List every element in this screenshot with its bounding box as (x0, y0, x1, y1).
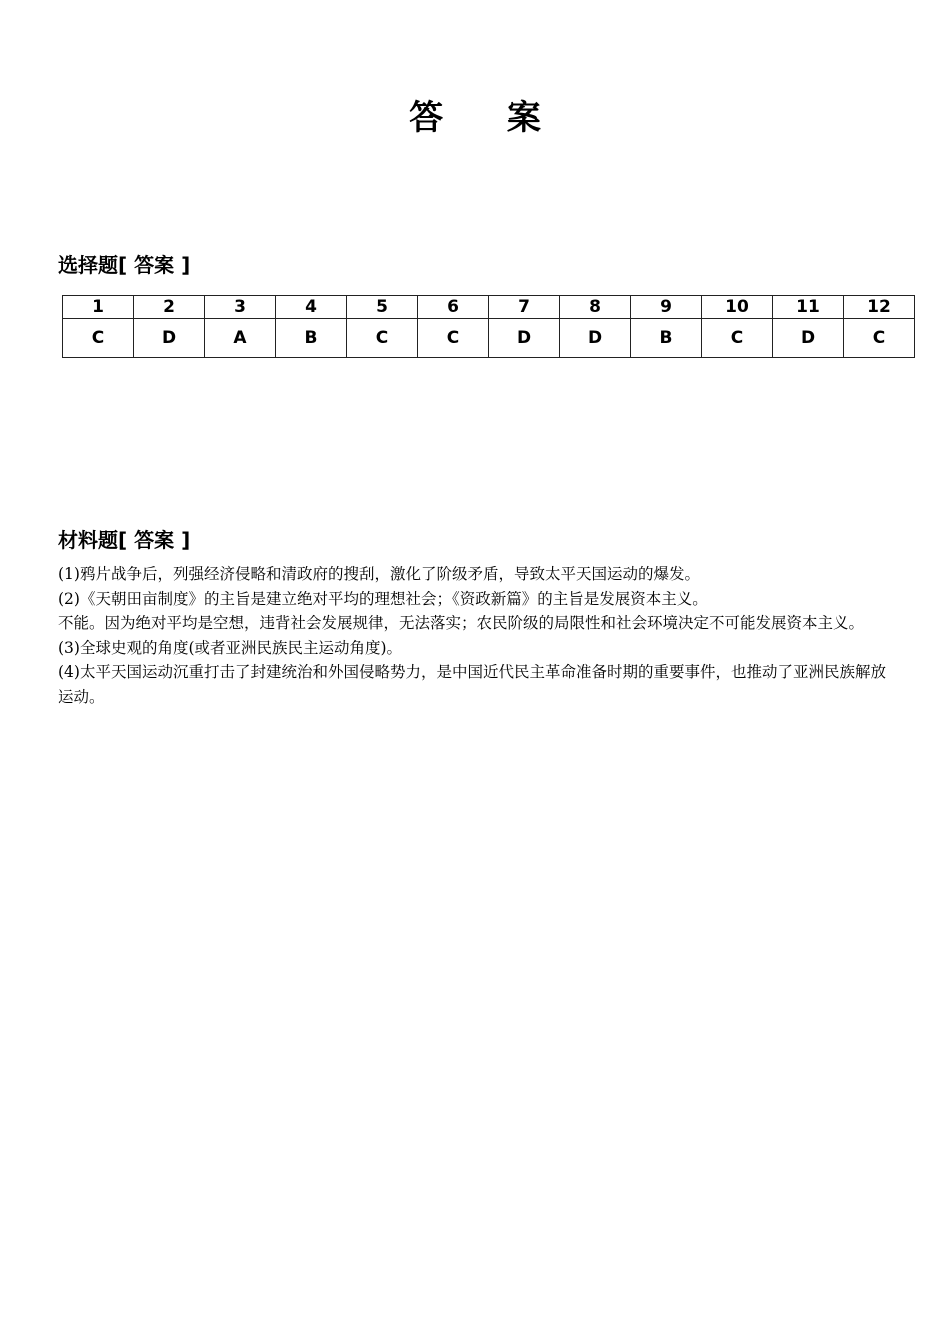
question-number-cell: 5 (347, 296, 418, 319)
page-title: 答 案 (409, 98, 567, 138)
choice-answer-table (62, 295, 915, 358)
question-number-cell: 1 (63, 296, 134, 319)
answer-letter-cell: A (205, 319, 276, 358)
question-number-cell: 8 (560, 296, 631, 319)
answer-line: (3)全球史观的角度(或者亚洲民族民主运动角度)。 (58, 638, 403, 657)
question-number-cell: 11 (773, 296, 844, 319)
answer-letter-cell: D (773, 319, 844, 358)
question-number-cell: 3 (205, 296, 276, 319)
question-number-cell: 7 (489, 296, 560, 319)
answer-letter-cell: C (347, 319, 418, 358)
question-number-cell: 10 (702, 296, 773, 319)
answer-letter-cell: D (489, 319, 560, 358)
answer-letter-cell: B (276, 319, 347, 358)
answer-letter-cell: C (844, 319, 915, 358)
question-number-cell: 2 (134, 296, 205, 319)
choice-section-heading: 选择题[ 答案 ] (58, 253, 191, 277)
answer-letter-cell: C (418, 319, 489, 358)
material-answers (58, 562, 898, 709)
answer-letter-cell: C (63, 319, 134, 358)
question-number-cell: 6 (418, 296, 489, 319)
answer-line: (1)鸦片战争后，列强经济侵略和清政府的搜刮，激化了阶级矛盾，导致太平天国运动的爆发。 (58, 565, 700, 583)
answer-letter-cell: C (702, 319, 773, 358)
answer-letter-cell: D (134, 319, 205, 358)
answer-line: 不能。因为绝对平均是空想，违背社会发展规律，无法落实；农民阶级的局限性和社会环境决定不可能发展资本主义。 (58, 614, 865, 632)
question-number-cell: 4 (276, 296, 347, 319)
question-number-row (63, 296, 915, 319)
answer-line: (4)太平天国运动沉重打击了封建统治和外国侵略势力，是中国近代民主革命准备时期的重要事件，也推动了亚洲民族解放运动。 (58, 663, 886, 706)
answer-letter-row (63, 319, 915, 358)
material-section-heading: 材料题[ 答案 ] (58, 528, 191, 552)
question-number-cell: 12 (844, 296, 915, 319)
answer-line: (2)《天朝田亩制度》的主旨是建立绝对平均的理想社会；《资政新篇》的主旨是发展资本主义。 (58, 589, 708, 608)
question-number-cell: 9 (631, 296, 702, 319)
answer-letter-cell: B (631, 319, 702, 358)
answer-letter-cell: D (560, 319, 631, 358)
